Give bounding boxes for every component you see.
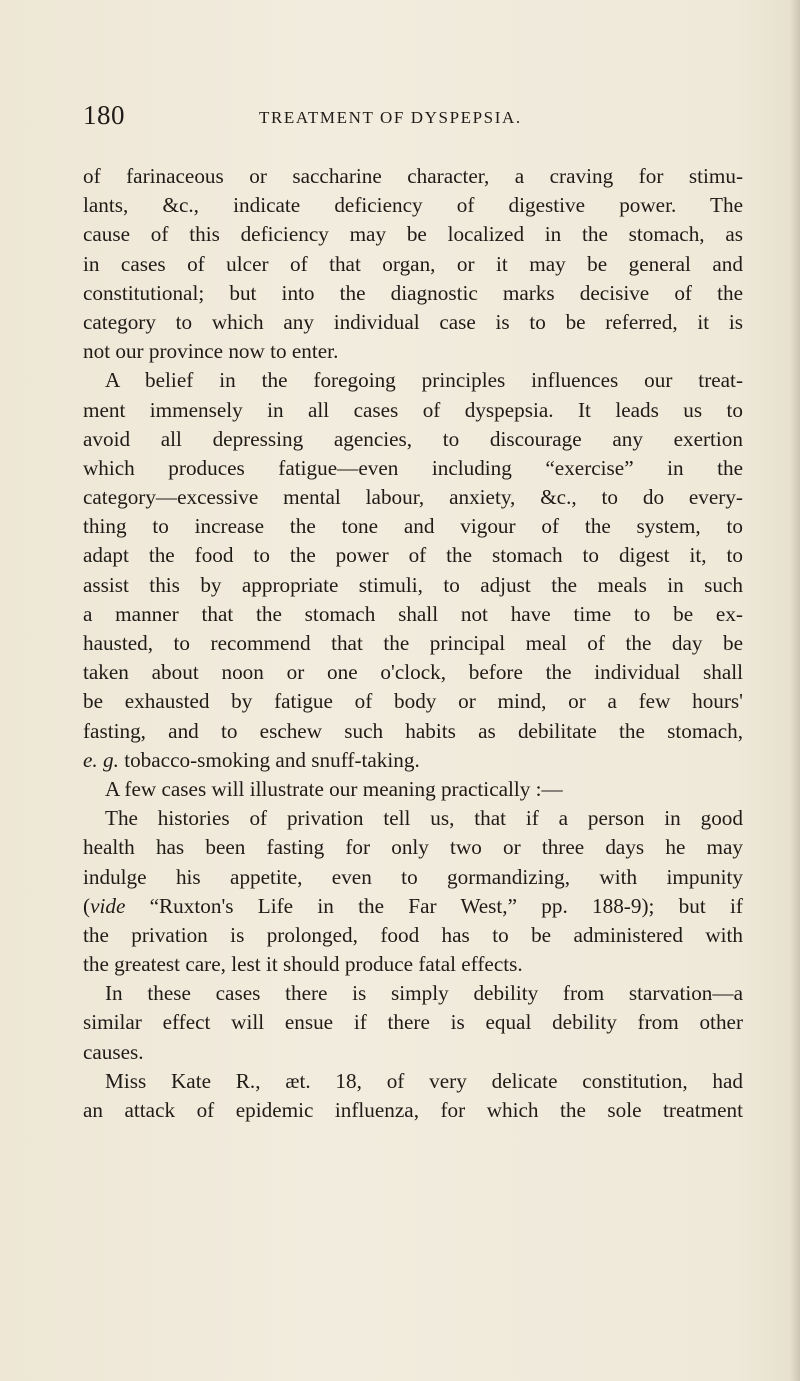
- text-line: lants, &c., indicate deficiency of digestive power. The: [83, 193, 743, 218]
- text-line: causes.: [83, 1039, 144, 1064]
- text-line: an attack of epidemic influenza, for which the sole treatment: [83, 1098, 743, 1122]
- text-line: thing to increase the tone and vigour of the system, to: [83, 514, 743, 539]
- text-line: category to which any individual case is to be referred, it is: [83, 309, 743, 334]
- text-line: a manner that the stomach shall not have time to be ex-: [83, 601, 743, 626]
- text-line: A few cases will illustrate our meaning practically :—: [105, 776, 563, 801]
- text-line: In these cases there is simply debility from starvation—a: [105, 981, 743, 1006]
- text-line: taken about noon or one o'clock, before the individual shall: [83, 660, 743, 685]
- text-line: which produces fatigue—even including “exercise” in the: [83, 455, 743, 480]
- text-line: A belief in the foregoing principles influences our treat-: [105, 368, 743, 393]
- text-line: (vide “Ruxton's Life in the Far West,” pp. 188-9); but if: [83, 893, 743, 918]
- text-line: not our province now to enter.: [83, 339, 339, 364]
- text-line: of farinaceous or saccharine character, a craving for stimu-: [83, 164, 743, 188]
- text-line: similar effect will ensue if there is equal debility from other: [83, 1010, 743, 1035]
- text-line: avoid all depressing agencies, to discourage any exertion: [83, 426, 743, 451]
- text-line: assist this by appropriate stimuli, to adjust the meals in such: [83, 572, 743, 597]
- text-line: fasting, and to eschew such habits as debilitate the stomach,: [83, 718, 743, 743]
- text-line: Miss Kate R., æt. 18, of very delicate constitution, had: [105, 1068, 743, 1093]
- page-number: 180: [83, 100, 125, 130]
- text-line: health has been fasting for only two or three days he may: [83, 835, 743, 860]
- text-line: category—excessive mental labour, anxiety, &c., to do every-: [83, 485, 743, 510]
- text-line: constitutional; but into the diagnostic marks decisive of the: [83, 280, 743, 305]
- text-line: e. g. tobacco-smoking and snuff-taking.: [83, 747, 420, 772]
- text-line: hausted, to recommend that the principal meal of the day be: [83, 631, 743, 655]
- page-edge-shadow: [790, 0, 800, 1381]
- text-line: in cases of ulcer of that organ, or it may be general and: [83, 251, 743, 276]
- text-line: the greatest care, lest it should produce fatal effects.: [83, 952, 523, 977]
- page-header: [83, 102, 743, 134]
- text-line: ment immensely in all cases of dyspepsia. It leads us to: [83, 397, 743, 422]
- body-text: [83, 162, 743, 1125]
- text-line: adapt the food to the power of the stomach to digest it, to: [83, 543, 743, 568]
- running-head: TREATMENT OF DYSPEPSIA.: [259, 108, 522, 127]
- text-line: The histories of privation tell us, that if a person in good: [105, 806, 743, 831]
- text-line: indulge his appetite, even to gormandizing, with impunity: [83, 864, 743, 889]
- text-line: cause of this deficiency may be localized in the stomach, as: [83, 222, 743, 247]
- text-line: be exhausted by fatigue of body or mind, or a few hours': [83, 689, 743, 714]
- text-line: the privation is prolonged, food has to be administered with: [83, 922, 743, 947]
